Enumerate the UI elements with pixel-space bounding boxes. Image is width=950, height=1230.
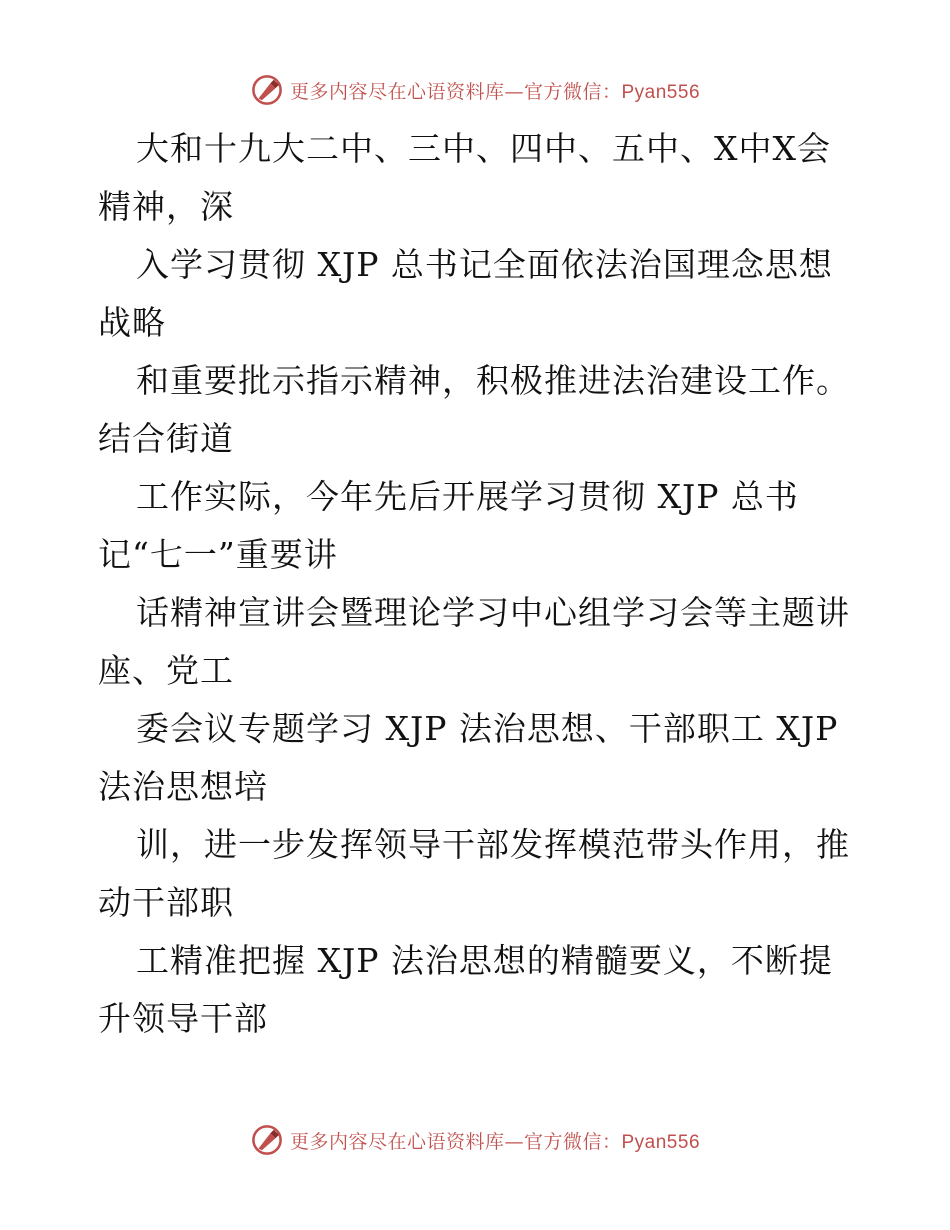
- body-line: 动干部职: [98, 883, 234, 922]
- body-line: 记“七一”重要讲: [98, 535, 338, 574]
- body-line: 结合街道: [98, 419, 234, 458]
- body-line: 话精神宣讲会暨理论学习中心组学习会等主题讲: [136, 593, 850, 632]
- body-line: 和重要批示指示精神，积极推进法治建设工作。: [136, 361, 850, 400]
- body-line: 战略: [98, 303, 166, 342]
- body-line: 大和十九大二中、三中、四中、五中、X中X会: [136, 129, 831, 168]
- document-body: [98, 120, 868, 1048]
- header-banner-text: 更多内容尽在心语资料库—官方微信：Pyan556: [289, 80, 701, 103]
- header-wechat-id: Pyan556: [621, 81, 701, 103]
- footer-wechat-id: Pyan556: [621, 1131, 701, 1153]
- footer-watermark-banner: [0, 1120, 950, 1160]
- body-line: 委会议专题学习 XJP 法治思想、干部职工 XJP: [136, 709, 839, 748]
- body-line: 座、党工: [98, 651, 234, 690]
- body-line: 工精准把握 XJP 法治思想的精髓要义，不断提: [136, 941, 833, 980]
- body-line: 精神，深: [98, 187, 234, 226]
- pen-nib-logo-icon: [250, 73, 284, 107]
- body-line: 入学习贯彻 XJP 总书记全面依法治国理念思想: [136, 245, 833, 284]
- footer-banner-text: 更多内容尽在心语资料库—官方微信：Pyan556: [289, 1130, 701, 1153]
- body-line: 法治思想培: [98, 767, 268, 806]
- body-line: 工作实际，今年先后开展学习贯彻 XJP 总书: [136, 477, 799, 516]
- body-line: 升领导干部: [98, 999, 268, 1038]
- body-line: 训，进一步发挥领导干部发挥模范带头作用，推: [136, 825, 850, 864]
- header-watermark-banner: [0, 70, 950, 110]
- pen-nib-logo-icon: [250, 1123, 284, 1157]
